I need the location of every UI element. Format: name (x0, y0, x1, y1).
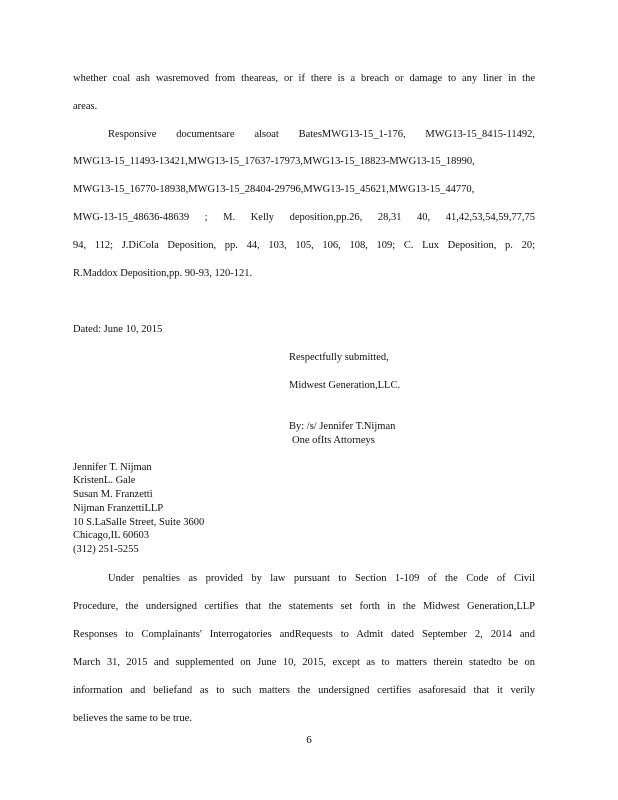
paragraph-line: MWG13-15_11493-13421,MWG13-15_17637-17973,MWG13-15_18823-MWG13-15_18990, (73, 156, 475, 167)
paragraph-line: R.Maddox Deposition,pp. 90-93, 120-121. (73, 268, 253, 279)
certification-line: March 31, 2015 and supplemented on June 10, 2015, except as to matters therein statedto be on (73, 657, 535, 668)
attorney-line: (312) 251-5255 (73, 544, 139, 555)
paragraph-line: whether coal ash wasremoved from theareas, or if there is a breach or damage to any liner in the (73, 73, 535, 84)
certification-line: Responses to Complainants' Interrogatories andRequests to Admit dated September 2, 2014 and (73, 629, 535, 640)
attorney-line: Chicago,IL 60603 (73, 530, 150, 541)
attorney-line: Susan M. Franzetti (73, 489, 153, 500)
attorney-line: 10 S.LaSalle Street, Suite 3600 (73, 517, 205, 528)
certification-line: believes the same to be true. (73, 713, 192, 724)
dated-line: Dated: June 10, 2015 (73, 324, 163, 335)
paragraph-line: MWG-13-15_48636-48639 ; M. Kelly deposition,pp.26, 28,31 40, 41,42,53,54,59,77,75 (73, 212, 535, 223)
signature-role: One ofIts Attorneys (292, 435, 375, 446)
attorney-line: KristenL. Gale (73, 475, 136, 486)
signature-company: Midwest Generation,LLC. (289, 380, 401, 391)
attorney-line: Jennifer T. Nijman (73, 462, 152, 473)
signature-by: By: /s/ Jennifer T.Nijman (289, 421, 396, 432)
paragraph-line: areas. (73, 101, 98, 112)
certification-line: Procedure, the undersigned certifies that the statements set forth in the Midwest Generation,LLP (73, 601, 535, 612)
attorney-line: Nijman FranzettiLLP (73, 503, 164, 514)
certification-line: information and beliefand as to such matters the undersigned certifies asaforesaid that it verily (73, 685, 535, 696)
certification-line: Under penalties as provided by law pursuant to Section 1-109 of the Code of Civil (108, 573, 535, 584)
paragraph-line: MWG13-15_16770-18938,MWG13-15_28404-29796,MWG13-15_45621,MWG13-15_44770, (73, 184, 475, 195)
signature-respectfully: Respectfully submitted, (289, 352, 389, 363)
page-number: 6 (306, 734, 312, 746)
paragraph-line: 94, 112; J.DiCola Deposition, pp. 44, 103, 105, 106, 108, 109; C. Lux Deposition, p. 20; (73, 240, 535, 251)
paragraph-line: Responsive documentsare alsoat BatesMWG13-15_1-176, MWG13-15_8415-11492, (108, 129, 535, 140)
